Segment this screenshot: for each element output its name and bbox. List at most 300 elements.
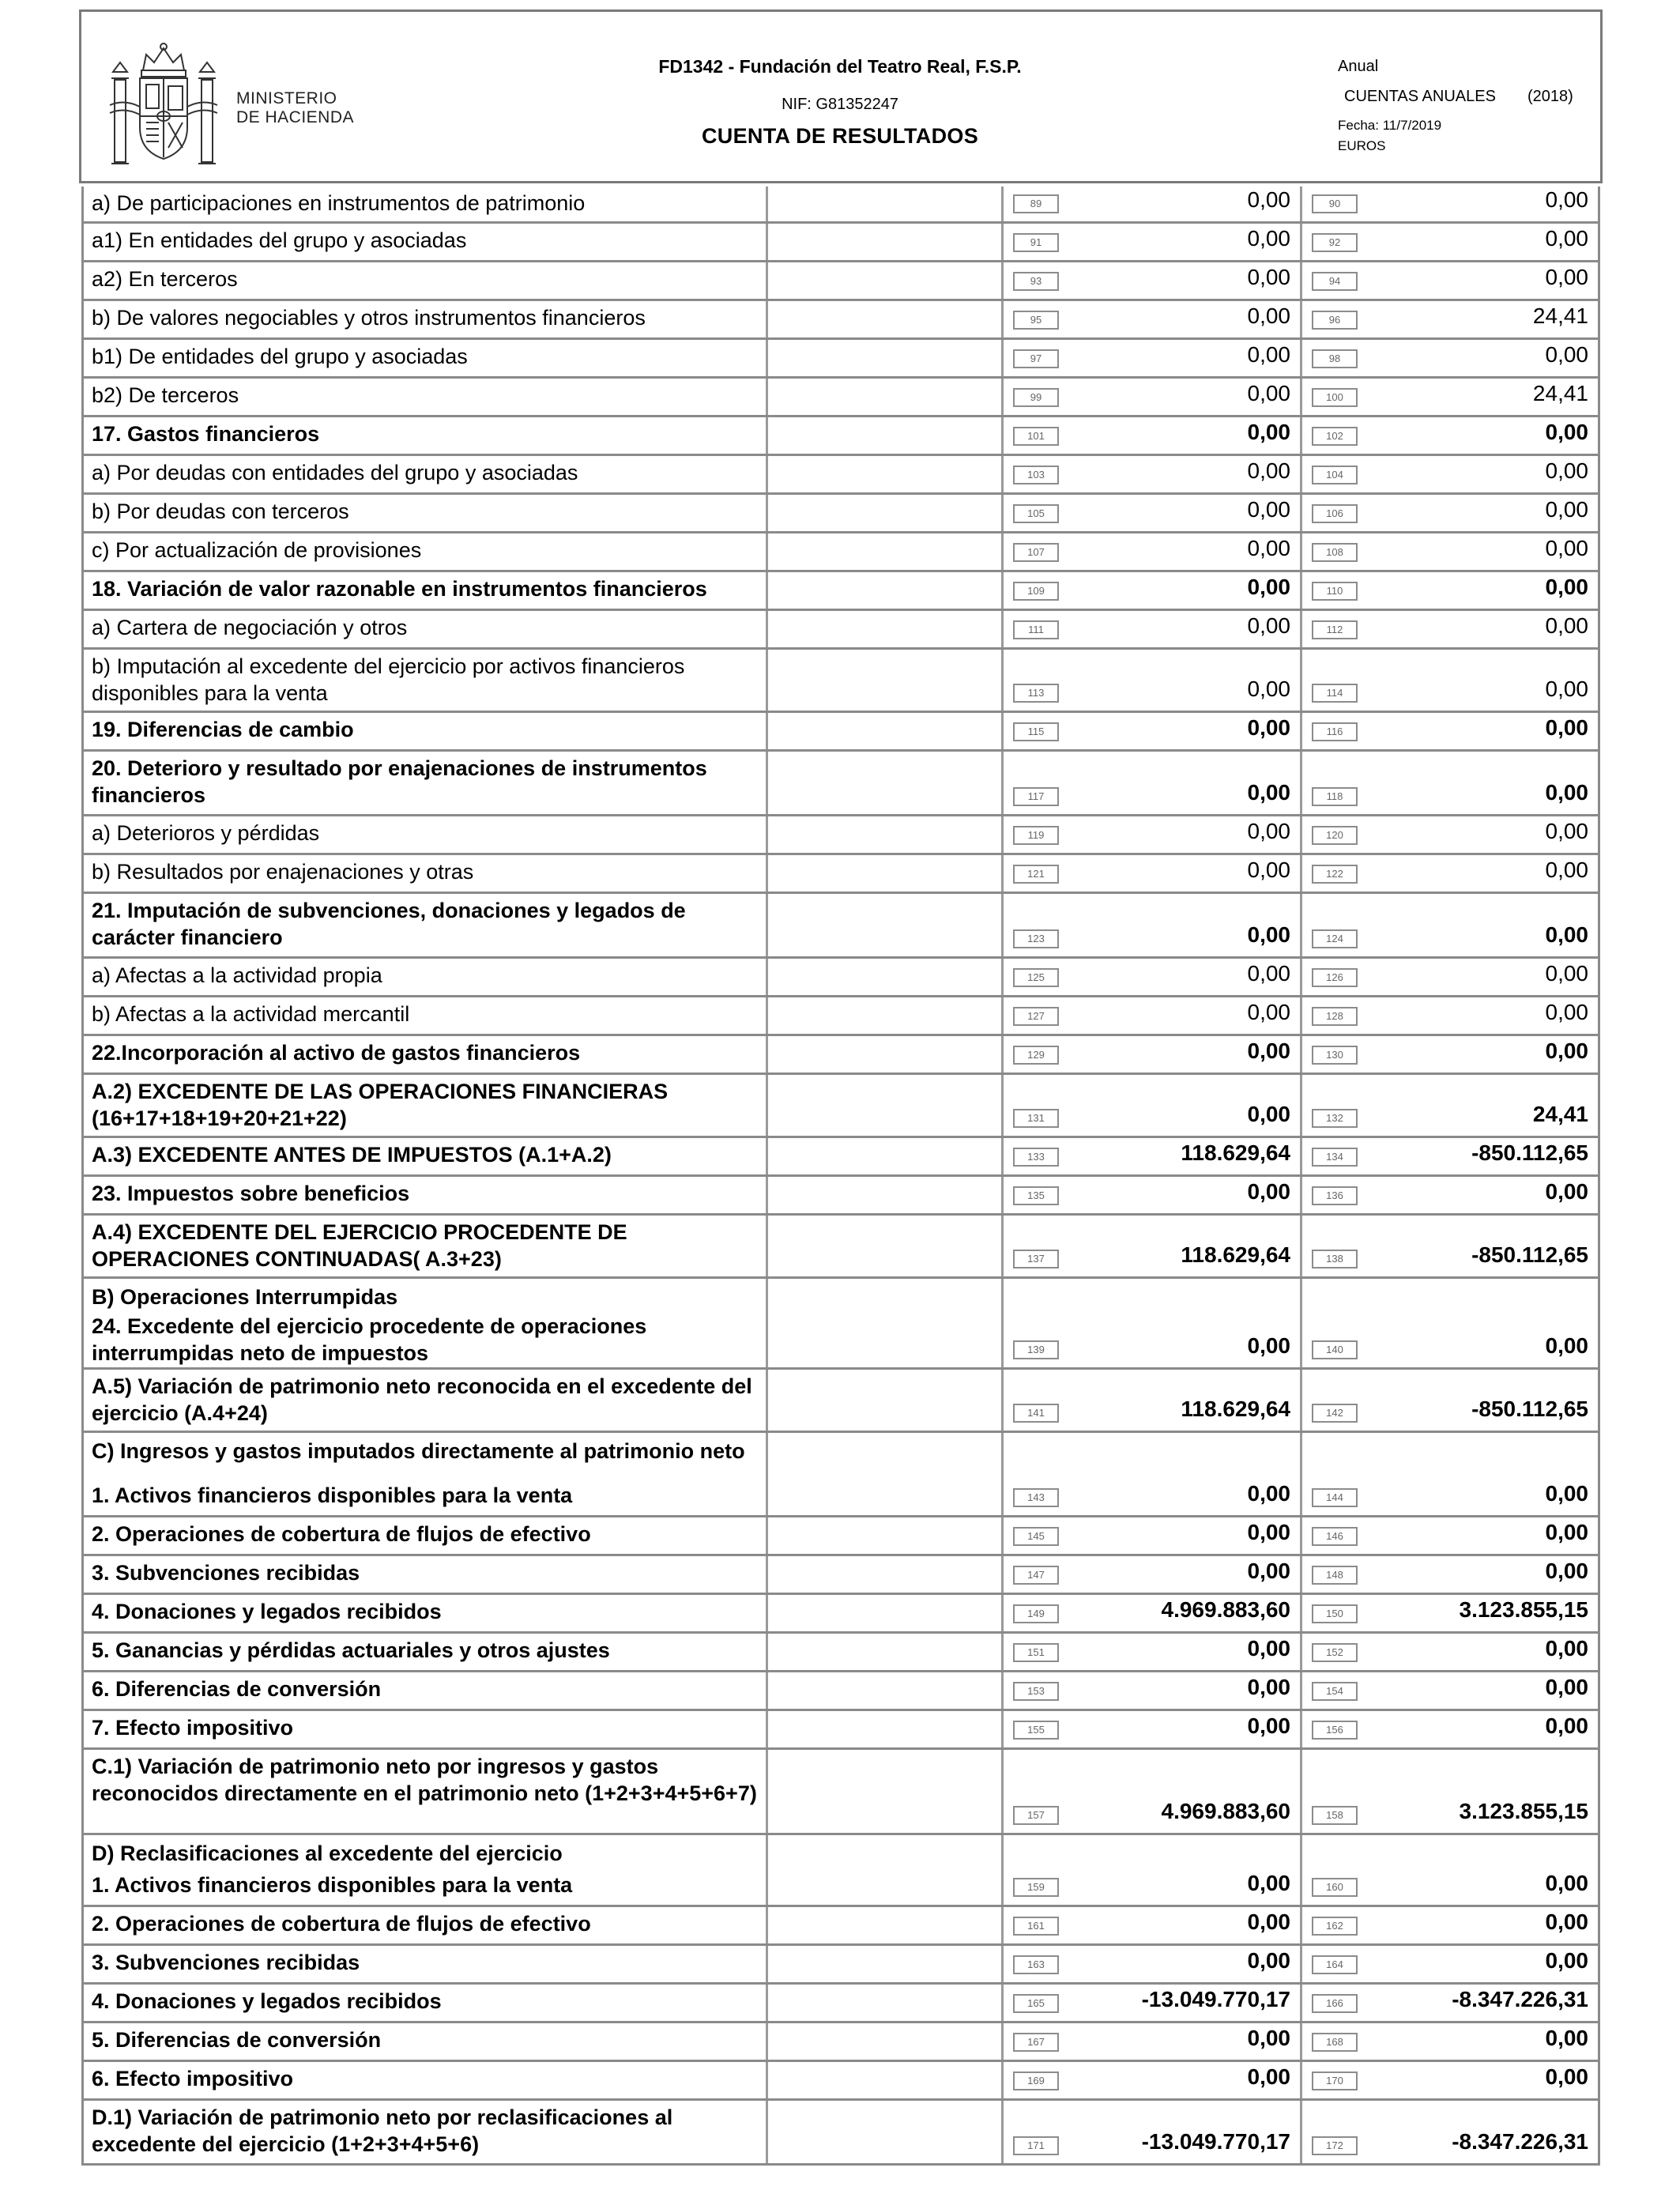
field-code-box: 125 [1013,968,1059,987]
table-row [84,1036,1598,1075]
field-code-box: 133 [1013,1148,1059,1167]
value-cell-current [1004,1556,1302,1593]
value-cell-previous [1302,1036,1598,1072]
value-cell-previous [1302,1946,1598,1982]
row-label: A.3) EXCEDENTE ANTES DE IMPUESTOS (A.1+A.2) [84,1138,768,1174]
field-code-box: 172 [1312,2136,1358,2155]
table-row [84,572,1598,611]
value-cell-previous [1302,1634,1598,1670]
results-table [81,187,1600,2166]
amount-current: 0,00 [1247,497,1290,522]
blank-cell [768,1835,1004,1868]
value-cell-current [1004,1177,1302,1213]
field-code-box: 143 [1013,1488,1059,1507]
field-code-box: 121 [1013,865,1059,884]
field-code-box: 130 [1312,1046,1358,1065]
value-cell-previous [1302,417,1598,454]
value-cell-current [1004,1907,1302,1943]
table-row [84,1946,1598,1985]
blank-cell [768,2101,1004,2163]
value-cell-previous [1302,2101,1598,2163]
amount-previous: 0,00 [1545,1636,1588,1661]
value-cell-current [1004,533,1302,570]
field-code-box: 118 [1312,787,1358,806]
amount-previous: 0,00 [1545,2026,1588,2050]
amount-current: 0,00 [1247,858,1290,882]
field-code-box: 142 [1312,1404,1358,1423]
field-code-box: 149 [1013,1604,1059,1623]
row-label: 24. Excedente del ejercicio procedente de operaciones interrumpidas neto de impuestos [84,1310,768,1367]
amount-current: 0,00 [1247,677,1290,701]
row-label: a) Deterioros y pérdidas [84,816,768,853]
field-code-box: 111 [1013,620,1059,639]
value-cell-previous [1302,997,1598,1034]
field-code-box: 146 [1312,1527,1358,1546]
blank-cell [768,262,1004,299]
blank-cell [768,1556,1004,1593]
field-code-box: 109 [1013,582,1059,601]
field-code-box: 135 [1013,1186,1059,1205]
row-label: 3. Subvenciones recibidas [84,1946,768,1982]
blank-cell [768,1216,1004,1276]
amount-current: 0,00 [1247,1871,1290,1895]
value-cell-current [1004,1868,1302,1905]
value-cell-current [1004,997,1302,1034]
field-code-box: 127 [1013,1007,1059,1026]
amount-current: 4.969.883,60 [1161,1799,1290,1823]
value-cell-previous [1302,187,1598,221]
field-code-box: 107 [1013,543,1059,562]
row-label: A.5) Variación de patrimonio neto reconocida en el excedente del ejercicio (A.4+24) [84,1370,768,1431]
field-code-box: 157 [1013,1806,1059,1825]
table-row [84,650,1598,713]
table-row [84,1595,1598,1634]
amount-current: 0,00 [1247,1039,1290,1063]
amount-current: 4.969.883,60 [1161,1597,1290,1622]
value-cell-previous [1302,1479,1598,1515]
blank-cell [768,1036,1004,1072]
amount-previous: 0,00 [1545,226,1588,251]
value-cell-current [1004,1433,1302,1479]
amount-previous: 0,00 [1545,2064,1588,2089]
blank-cell [768,224,1004,260]
table-row [84,2101,1598,2166]
value-cell-current [1004,1370,1302,1431]
row-label: 21. Imputación de subvenciones, donaciones y legados de carácter financiero [84,894,768,956]
amount-previous: 0,00 [1545,1039,1588,1063]
blank-cell [768,1711,1004,1747]
field-code-box: 131 [1013,1109,1059,1128]
row-label: a) Cartera de negociación y otros [84,611,768,647]
row-label: 22.Incorporación al activo de gastos financieros [84,1036,768,1072]
field-code-box: 163 [1013,1955,1059,1974]
field-code-box: 158 [1312,1806,1358,1825]
value-cell-previous [1302,816,1598,853]
value-cell-previous [1302,1750,1598,1833]
field-code-box: 147 [1013,1566,1059,1585]
blank-cell [768,1750,1004,1833]
table-row [84,713,1598,752]
field-code-box: 150 [1312,1604,1358,1623]
row-label: a) Afectas a la actividad propia [84,959,768,995]
value-cell-previous [1302,456,1598,492]
value-cell-current [1004,611,1302,647]
row-label: a) De participaciones en instrumentos de patrimonio [84,187,768,221]
field-code-box: 93 [1013,272,1059,291]
value-cell-previous [1302,2023,1598,2060]
table-row [84,1479,1598,1517]
amount-previous: -850.112,65 [1471,1397,1588,1421]
amount-current: 0,00 [1247,1559,1290,1583]
value-cell-current [1004,224,1302,260]
amount-previous: 0,00 [1545,715,1588,740]
amount-current: 0,00 [1247,342,1290,367]
field-code-box: 106 [1312,504,1358,523]
amount-current: 0,00 [1247,1333,1290,1358]
blank-cell [768,1279,1004,1310]
value-cell-previous [1302,1075,1598,1136]
value-cell-previous [1302,572,1598,609]
amount-current: 0,00 [1247,2026,1290,2050]
value-cell-previous [1302,1138,1598,1174]
field-code-box: 120 [1312,826,1358,845]
document-title: CUENTA DE RESULTADOS [702,124,978,148]
value-cell-previous [1302,855,1598,892]
field-code-box: 152 [1312,1643,1358,1662]
blank-cell [768,894,1004,956]
table-row [84,855,1598,894]
field-code-box: 167 [1013,2033,1059,2052]
row-label: A.4) EXCEDENTE DEL EJERCICIO PROCEDENTE DE OPERACIONES CONTINUADAS( A.3+23) [84,1216,768,1276]
row-label: 20. Deterioro y resultado por enajenaciones de instrumentos financieros [84,752,768,814]
amount-previous: 24,41 [1532,381,1588,405]
table-row [84,1556,1598,1595]
amount-previous: -850.112,65 [1471,1242,1588,1267]
table-row [84,1177,1598,1216]
ministry-line-1: MINISTERIO [236,89,337,107]
value-cell-current [1004,1672,1302,1709]
value-cell-current [1004,713,1302,749]
account-year-label: (2018) [1527,88,1573,105]
value-cell-previous [1302,1370,1598,1431]
blank-cell [768,417,1004,454]
amount-previous: 3.123.855,15 [1459,1799,1588,1823]
field-code-box: 103 [1013,466,1059,484]
table-row [84,1216,1598,1279]
table-row [84,1868,1598,1907]
amount-previous: 0,00 [1545,1000,1588,1024]
amount-current: -13.049.770,17 [1141,2129,1290,2154]
amount-previous: 0,00 [1545,1871,1588,1895]
field-code-box: 153 [1013,1682,1059,1701]
value-cell-previous [1302,379,1598,415]
row-label: C.1) Variación de patrimonio neto por ingresos y gastos reconocidos directamente en el patrimonio neto (1+2+3+4+5+6+7) [84,1750,768,1833]
value-cell-previous [1302,495,1598,531]
value-cell-previous [1302,894,1598,956]
field-code-box: 164 [1312,1955,1358,1974]
amount-previous: 0,00 [1545,1481,1588,1506]
blank-cell [768,1479,1004,1515]
table-row [84,1835,1598,1868]
blank-cell [768,1075,1004,1136]
amount-current: 0,00 [1247,265,1290,289]
blank-cell [768,1433,1004,1479]
blank-cell [768,1310,1004,1367]
table-row [84,1370,1598,1433]
amount-previous: -8.347.226,31 [1452,1987,1588,2011]
field-code-box: 112 [1312,620,1358,639]
field-code-box: 114 [1312,684,1358,703]
amount-current: -13.049.770,17 [1141,1987,1290,2011]
value-cell-current [1004,1634,1302,1670]
value-cell-current [1004,816,1302,853]
entity-nif: NIF: G81352247 [782,96,898,113]
row-label: 2. Operaciones de cobertura de flujos de efectivo [84,1517,768,1554]
field-code-box: 119 [1013,826,1059,845]
value-cell-previous [1302,959,1598,995]
amount-current: 118.629,64 [1181,1242,1290,1267]
table-row [84,1517,1598,1556]
blank-cell [768,855,1004,892]
amount-previous: 0,00 [1545,613,1588,638]
value-cell-previous [1302,1907,1598,1943]
amount-current: 0,00 [1247,575,1290,599]
amount-current: 0,00 [1247,715,1290,740]
amount-current: 118.629,64 [1181,1397,1290,1421]
field-code-box: 144 [1312,1488,1358,1507]
row-label: D) Reclasificaciones al excedente del ejercicio [84,1835,768,1868]
blank-cell [768,379,1004,415]
field-code-box: 123 [1013,929,1059,948]
row-label: a1) En entidades del grupo y asociadas [84,224,768,260]
value-cell-current [1004,650,1302,711]
amount-previous: 0,00 [1545,1909,1588,1934]
value-cell-current [1004,752,1302,814]
value-cell-previous [1302,1711,1598,1747]
amount-previous: -850.112,65 [1471,1140,1588,1165]
field-code-box: 171 [1013,2136,1059,2155]
value-cell-previous [1302,1985,1598,2021]
value-cell-current [1004,262,1302,299]
value-cell-previous [1302,1177,1598,1213]
field-code-box: 165 [1013,1994,1059,2013]
field-code-box: 117 [1013,787,1059,806]
ministry-name [236,89,354,127]
value-cell-previous [1302,533,1598,570]
table-row [84,456,1598,495]
value-cell-current [1004,456,1302,492]
value-cell-current [1004,417,1302,454]
amount-current: 0,00 [1247,226,1290,251]
amount-current: 0,00 [1247,303,1290,328]
value-cell-previous [1302,1672,1598,1709]
value-cell-current [1004,1985,1302,2021]
value-cell-previous [1302,340,1598,376]
value-cell-previous [1302,224,1598,260]
field-code-box: 122 [1312,865,1358,884]
amount-current: 0,00 [1247,1909,1290,1934]
blank-cell [768,1517,1004,1554]
blank-cell [768,1868,1004,1905]
field-code-box: 110 [1312,582,1358,601]
table-row [84,752,1598,816]
row-label: 4. Donaciones y legados recibidos [84,1595,768,1631]
table-row [84,1672,1598,1711]
amount-previous: 0,00 [1545,575,1588,599]
value-cell-current [1004,495,1302,531]
row-label: 5. Diferencias de conversión [84,2023,768,2060]
row-label: 7. Efecto impositivo [84,1711,768,1747]
row-label: 18. Variación de valor razonable en instrumentos financieros [84,572,768,609]
amount-current: 0,00 [1247,613,1290,638]
row-label: B) Operaciones Interrumpidas [84,1279,768,1310]
amount-current: 0,00 [1247,420,1290,444]
table-row [84,959,1598,997]
blank-cell [768,650,1004,711]
field-code-box: 128 [1312,1007,1358,1026]
value-cell-previous [1302,2062,1598,2098]
blank-cell [768,301,1004,337]
value-cell-previous [1302,1279,1598,1310]
table-row [84,2023,1598,2062]
amount-previous: 0,00 [1545,1333,1588,1358]
field-code-box: 113 [1013,684,1059,703]
table-row [84,262,1598,301]
value-cell-previous [1302,262,1598,299]
field-code-box: 140 [1312,1340,1358,1359]
date-label: Fecha: 11/7/2019 [1338,118,1442,133]
blank-cell [768,1138,1004,1174]
field-code-box: 148 [1312,1566,1358,1585]
table-row [84,533,1598,572]
value-cell-current [1004,1216,1302,1276]
amount-previous: 0,00 [1545,922,1588,947]
table-row [84,379,1598,417]
field-code-box: 92 [1312,233,1358,252]
table-row [84,2062,1598,2101]
row-label: b) Resultados por enajenaciones y otras [84,855,768,892]
value-cell-current [1004,1946,1302,1982]
amount-current: 0,00 [1247,1000,1290,1024]
value-cell-current [1004,187,1302,221]
row-label: 5. Ganancias y pérdidas actuariales y otros ajustes [84,1634,768,1670]
value-cell-current [1004,1479,1302,1515]
amount-current: 0,00 [1247,1179,1290,1204]
blank-cell [768,611,1004,647]
table-row [84,1433,1598,1479]
row-label: b1) De entidades del grupo y asociadas [84,340,768,376]
value-cell-current [1004,1310,1302,1367]
row-label: a2) En terceros [84,262,768,299]
table-row [84,1279,1598,1310]
row-label: 3. Subvenciones recibidas [84,1556,768,1593]
field-code-box: 138 [1312,1250,1358,1269]
value-cell-previous [1302,752,1598,814]
amount-previous: 24,41 [1532,1102,1588,1126]
amount-previous: 0,00 [1545,497,1588,522]
table-row [84,816,1598,855]
row-label: 6. Diferencias de conversión [84,1672,768,1709]
value-cell-current [1004,959,1302,995]
field-code-box: 170 [1312,2071,1358,2090]
row-label: c) Por actualización de provisiones [84,533,768,570]
field-code-box: 99 [1013,388,1059,407]
field-code-box: 168 [1312,2033,1358,2052]
value-cell-current [1004,572,1302,609]
amount-previous: 0,00 [1545,1713,1588,1738]
blank-cell [768,1672,1004,1709]
field-code-box: 96 [1312,311,1358,330]
table-row [84,997,1598,1036]
amount-previous: 3.123.855,15 [1459,1597,1588,1622]
value-cell-current [1004,855,1302,892]
row-label: a) Por deudas con entidades del grupo y asociadas [84,456,768,492]
row-label: 4. Donaciones y legados recibidos [84,1985,768,2021]
table-row [84,1138,1598,1177]
row-label: b) De valores negociables y otros instrumentos financieros [84,301,768,337]
blank-cell [768,572,1004,609]
blank-cell [768,959,1004,995]
amount-previous: 0,00 [1545,1948,1588,1973]
value-cell-current [1004,1711,1302,1747]
value-cell-current [1004,1138,1302,1174]
field-code-box: 102 [1312,427,1358,446]
amount-current: 0,00 [1247,1102,1290,1126]
table-row [84,1310,1598,1370]
period-label: Anual [1338,58,1379,75]
account-type-label: CUENTAS ANUALES [1344,88,1496,105]
value-cell-previous [1302,1835,1598,1868]
table-row [84,1750,1598,1835]
amount-previous: 0,00 [1545,677,1588,701]
field-code-box: 91 [1013,233,1059,252]
value-cell-previous [1302,1868,1598,1905]
row-label: 19. Diferencias de cambio [84,713,768,749]
amount-current: 0,00 [1247,458,1290,483]
amount-previous: 0,00 [1545,1675,1588,1699]
field-code-box: 166 [1312,1994,1358,2013]
value-cell-current [1004,340,1302,376]
field-code-box: 101 [1013,427,1059,446]
value-cell-previous [1302,713,1598,749]
amount-current: 0,00 [1247,2064,1290,2089]
table-row [84,894,1598,959]
amount-previous: 0,00 [1545,819,1588,843]
row-label: C) Ingresos y gastos imputados directamente al patrimonio neto [84,1433,768,1479]
document-header [79,9,1603,183]
field-code-box: 132 [1312,1109,1358,1128]
row-label: A.2) EXCEDENTE DE LAS OPERACIONES FINANCIERAS (16+17+18+19+20+21+22) [84,1075,768,1136]
amount-previous: 0,00 [1545,858,1588,882]
row-label: b) Afectas a la actividad mercantil [84,997,768,1034]
row-label: b) Imputación al excedente del ejercicio por activos financieros disponibles para la venta [84,650,768,711]
blank-cell [768,456,1004,492]
value-cell-previous [1302,611,1598,647]
value-cell-current [1004,1279,1302,1310]
value-cell-current [1004,2023,1302,2060]
field-code-box: 124 [1312,929,1358,948]
table-row [84,301,1598,340]
amount-current: 0,00 [1247,819,1290,843]
row-label: 1. Activos financieros disponibles para la venta [84,1479,768,1515]
blank-cell [768,1370,1004,1431]
row-label: D.1) Variación de patrimonio neto por reclasificaciones al excedente del ejercicio (1+2+3+4+5+6) [84,2101,768,2163]
field-code-box: 151 [1013,1643,1059,1662]
field-code-box: 95 [1013,311,1059,330]
field-code-box: 156 [1312,1721,1358,1740]
field-code-box: 159 [1013,1878,1059,1897]
coat-of-arms-icon [108,40,219,175]
